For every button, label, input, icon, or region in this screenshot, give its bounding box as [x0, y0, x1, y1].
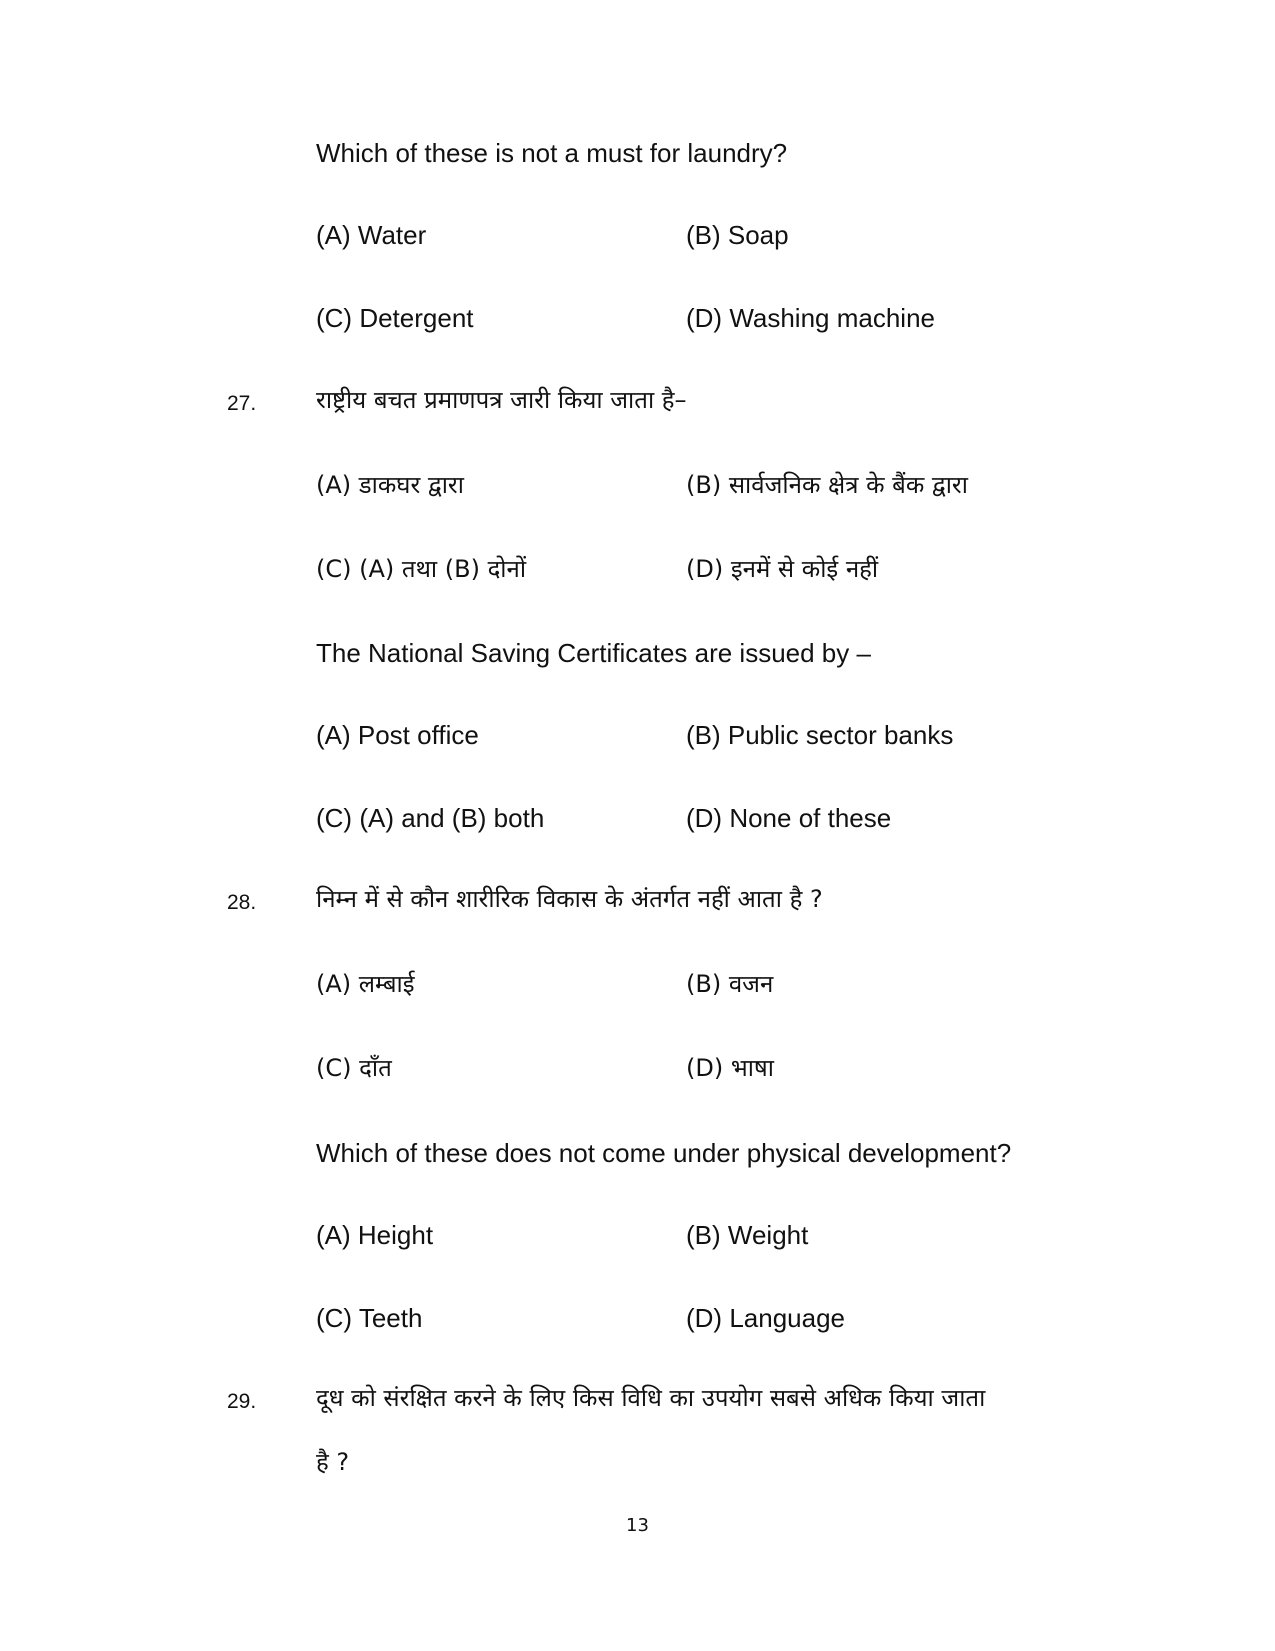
q28-option-c-en: (C) Teeth: [316, 1303, 423, 1333]
q27-option-a-hi: (A) डाकघर द्वारा: [316, 471, 464, 499]
page-number: 13: [626, 1515, 649, 1536]
q28-question-hi: निम्न में से कौन शारीरिक विकास के अंतर्गत नहीं आता है ?: [316, 885, 823, 913]
q27-question-hi: राष्ट्रीय बचत प्रमाणपत्र जारी किया जाता है–: [316, 386, 687, 414]
q27-question-en: The National Saving Certificates are issued by –: [316, 638, 871, 668]
q29-question-hi-line1: दूध को संरक्षित करने के लिए किस विधि का उपयोग सबसे अधिक किया जाता: [316, 1384, 986, 1412]
q26-option-b-en: (B) Soap: [686, 220, 789, 250]
q28-option-a-hi: (A) लम्बाई: [316, 970, 415, 998]
q27-option-d-en: (D) None of these: [686, 803, 892, 833]
q28-option-b-hi: (B) वजन: [686, 970, 774, 998]
q27-number: 27.: [227, 392, 257, 415]
q27-option-c-hi: (C) (A) तथा (B) दोनों: [316, 555, 527, 583]
q28-number: 28.: [227, 891, 257, 914]
q28-question-en: Which of these does not come under physical development?: [316, 1138, 1012, 1168]
q28-option-a-en: (A) Height: [316, 1220, 434, 1250]
q27-option-a-en: (A) Post office: [316, 720, 479, 750]
q28-option-d-hi: (D) भाषा: [686, 1054, 775, 1082]
q29-number: 29.: [227, 1390, 257, 1413]
q26-option-a-en: (A) Water: [316, 220, 427, 250]
q28-option-c-hi: (C) दाँत: [316, 1054, 392, 1082]
q27-option-b-en: (B) Public sector banks: [686, 720, 954, 750]
q29-question-hi-line2: है ?: [316, 1448, 350, 1476]
q27-option-d-hi: (D) इनमें से कोई नहीं: [686, 555, 879, 583]
q28-option-d-en: (D) Language: [686, 1303, 845, 1333]
q26-option-d-en: (D) Washing machine: [686, 303, 936, 333]
q27-option-b-hi: (B) सार्वजनिक क्षेत्र के बैंक द्वारा: [686, 471, 968, 499]
q27-option-c-en: (C) (A) and (B) both: [316, 803, 545, 833]
q28-option-b-en: (B) Weight: [686, 1220, 809, 1250]
q26-question-en: Which of these is not a must for laundry?: [316, 138, 788, 168]
q26-option-c-en: (C) Detergent: [316, 303, 474, 333]
